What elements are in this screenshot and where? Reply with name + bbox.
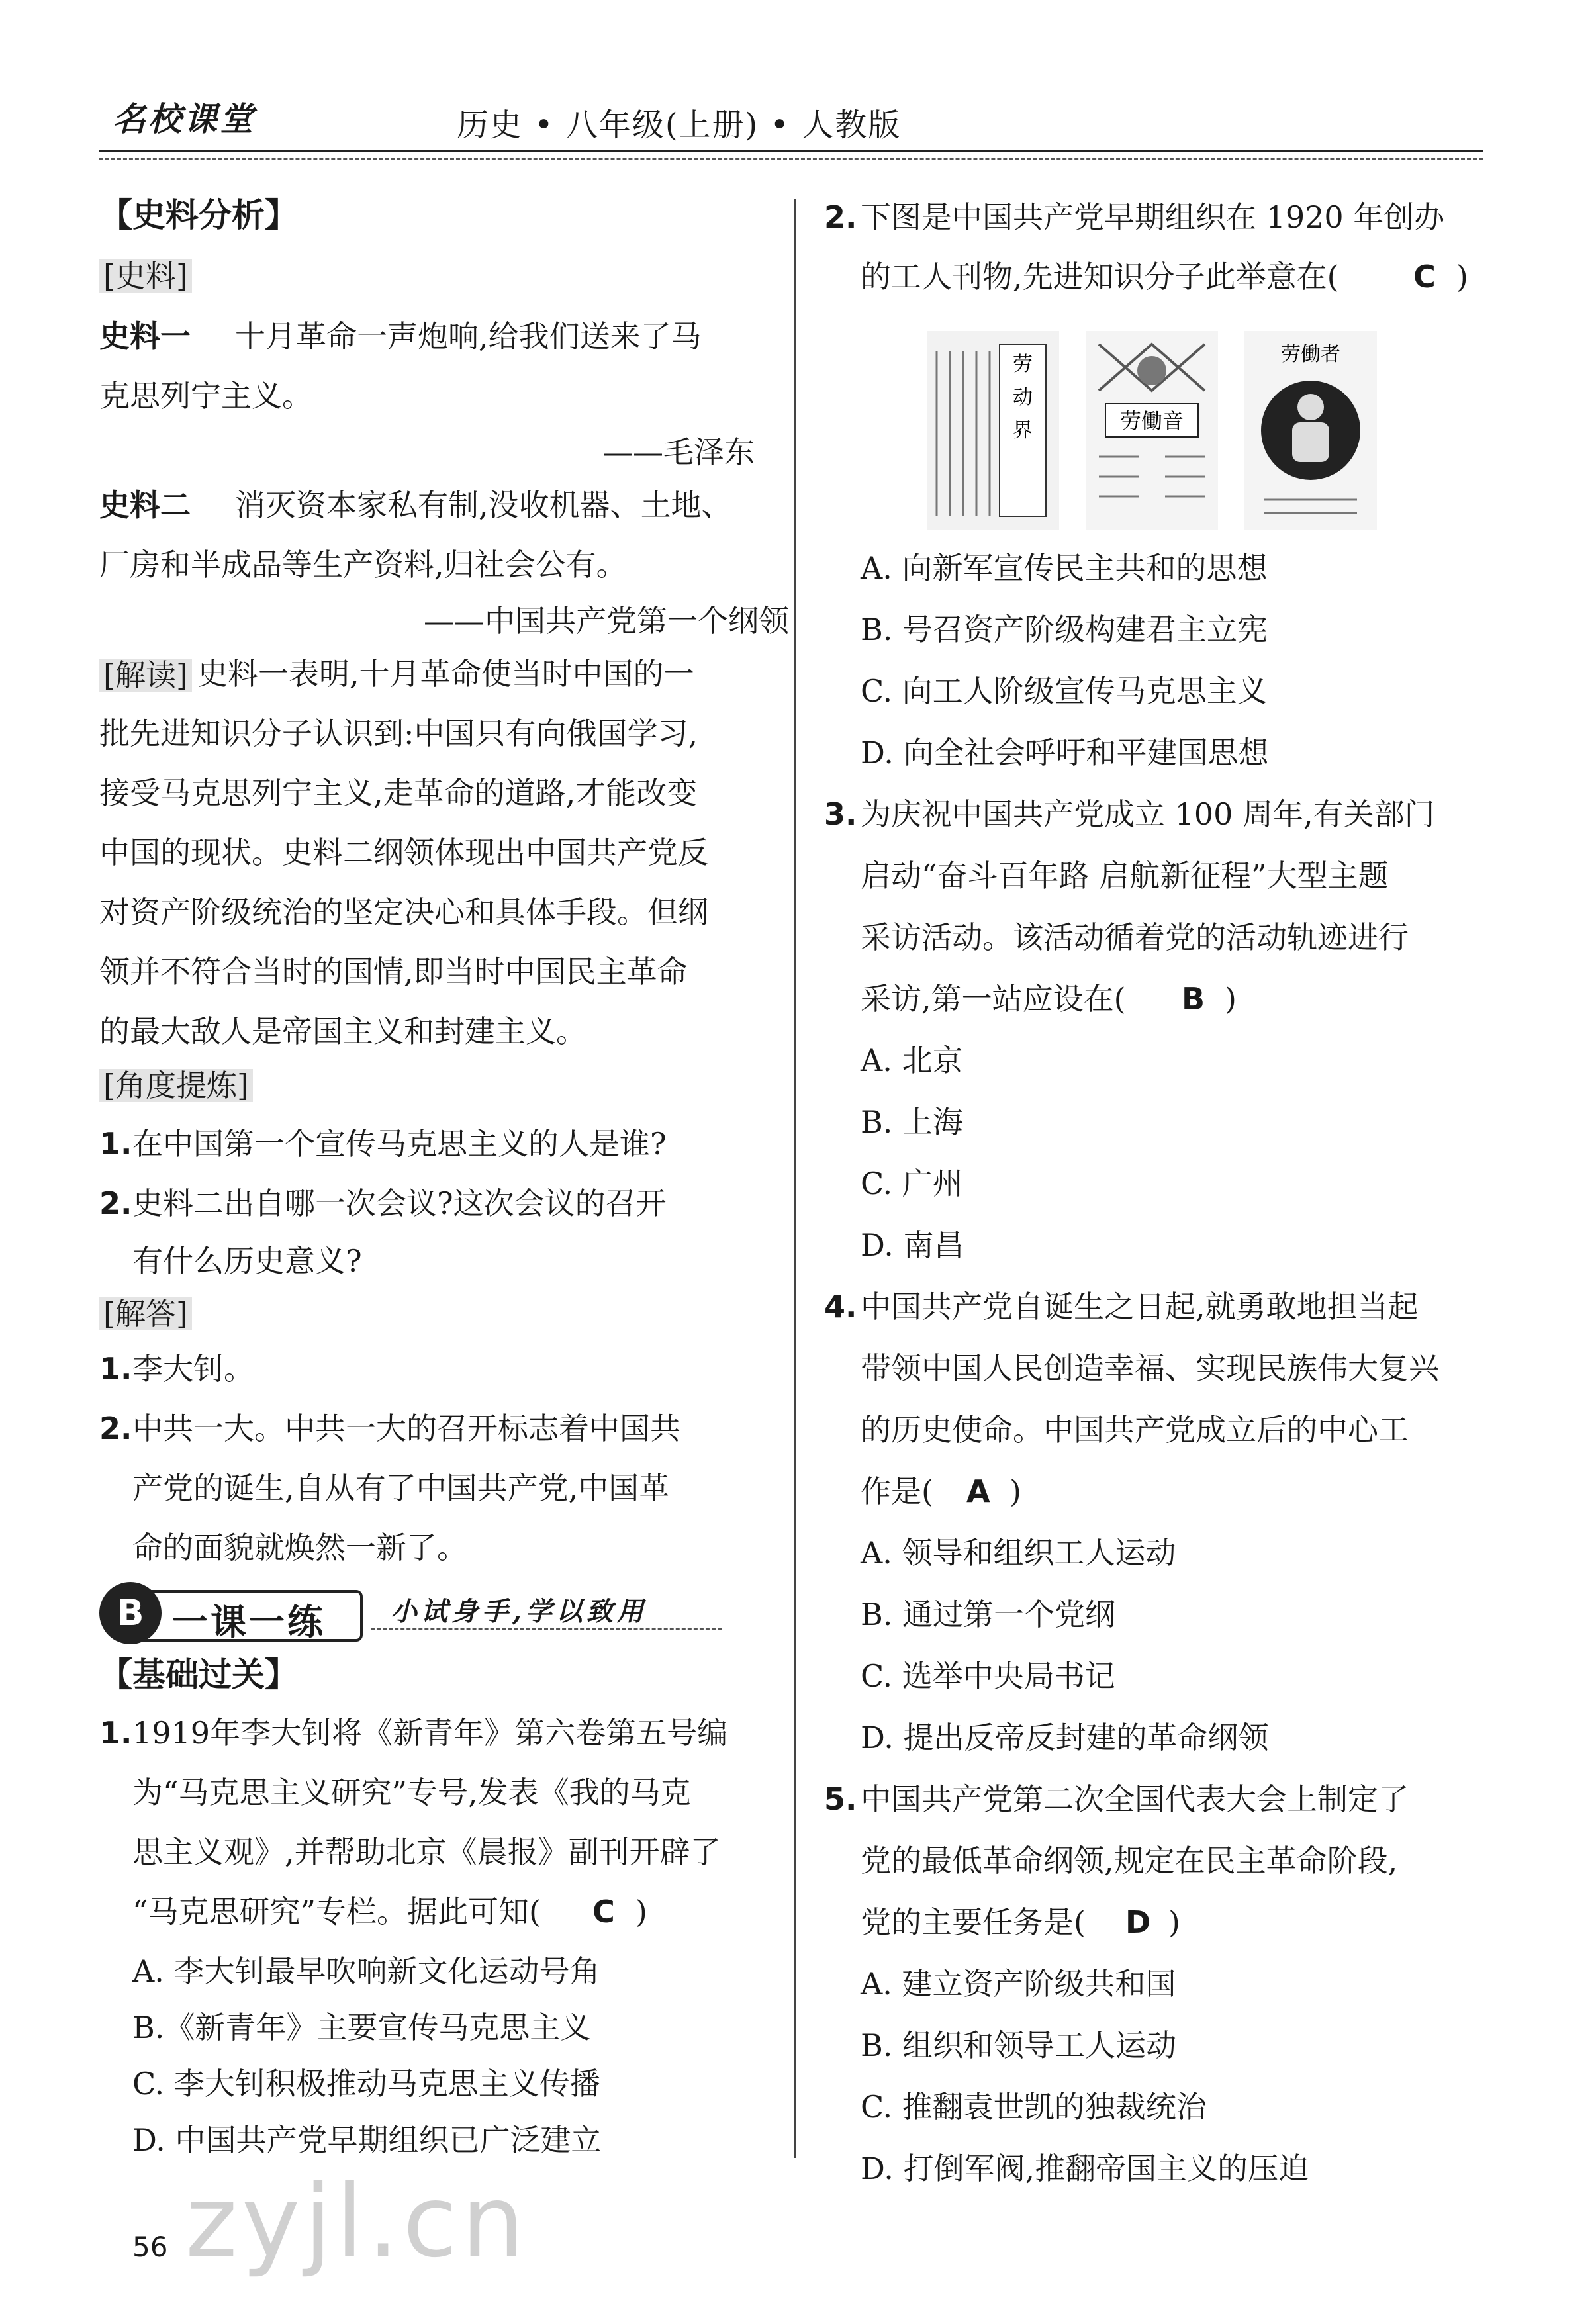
- fig1-char-2: 动: [1013, 386, 1033, 409]
- problem-2-number: 2.: [824, 199, 857, 235]
- problem-1-line4: “马克思研究”专栏。据此可知(: [132, 1894, 541, 1929]
- jiedu-line-7: 的最大敌人是帝国主义和封建主义。: [99, 1013, 586, 1049]
- jiedu-line-1: 史料一表明,十月革命使当时中国的一: [197, 656, 694, 692]
- problem-4-number: 4.: [824, 1289, 857, 1325]
- source1-label: 史料一: [99, 318, 191, 354]
- problem-4-line1: 中国共产党自诞生之日起,就勇敢地担当起: [861, 1289, 1419, 1325]
- problem-3-line1: 为庆祝中国共产党成立 100 周年,有关部门: [861, 796, 1435, 832]
- jiedu-line-3: 接受马克思列宁主义,走革命的道路,才能改变: [99, 775, 698, 811]
- source1-line2: 克思列宁主义。: [99, 378, 312, 414]
- question-1-text: 在中国第一个宣传马克思主义的人是谁?: [132, 1126, 667, 1162]
- problem-5-line1: 中国共产党第二次全国代表大会上制定了: [861, 1781, 1409, 1817]
- publication-figures: [927, 331, 1403, 530]
- problem-5-option-a: A. 建立资产阶级共和国: [861, 1966, 1176, 2002]
- source2-line2: 厂房和半成品等生产资料,归社会公有。: [99, 547, 627, 582]
- figure-labor-world-journal: [927, 331, 1059, 530]
- fig2-title: 劳働音: [1119, 408, 1184, 434]
- problem-5-number: 5.: [824, 1781, 857, 1817]
- figure-labor-voice-journal: [1086, 331, 1218, 530]
- problem-4-option-d: D. 提出反帝反封建的革命纲领: [861, 1720, 1269, 1755]
- fig1-char-1: 劳: [1013, 353, 1033, 376]
- answer-1-number: 1.: [99, 1351, 132, 1387]
- header-dashed-rule: [99, 158, 1483, 160]
- column-divider: [794, 199, 796, 2158]
- problem-2-line1: 下图是中国共产党早期组织在 1920 年创办: [861, 199, 1445, 235]
- problem-2-line2: 的工人刊物,先进知识分子此举意在(: [861, 259, 1339, 295]
- problem-3-line4: 采访,第一站应设在(: [861, 981, 1126, 1017]
- header-title: 历史 • 八年级(上册) • 人教版: [457, 107, 902, 144]
- banner-letter-badge: B: [99, 1582, 162, 1644]
- fig1-char-3: 界: [1013, 419, 1033, 442]
- problem-4-option-a: A. 领导和组织工人运动: [861, 1535, 1176, 1571]
- jiedu-line-6: 领并不符合当时的国情,即当时中国民主革命: [99, 954, 688, 990]
- problem-4-option-c: C. 选举中央局书记: [861, 1658, 1115, 1694]
- problem-3-line3: 采访活动。该活动循着党的活动轨迹进行: [861, 919, 1409, 955]
- problem-2-close-paren: ): [1456, 259, 1468, 295]
- jiedu-line-5: 对资产阶级统治的坚定决心和具体手段。但纲: [99, 894, 708, 930]
- figure-laborer-journal: [1244, 331, 1377, 530]
- question-2-line1: 史料二出自哪一次会议?这次会议的召开: [132, 1185, 667, 1221]
- problem-2-option-b: B. 号召资产阶级构建君主立宪: [861, 612, 1268, 647]
- problem-5-line2: 党的最低革命纲领,规定在民主革命阶段,: [861, 1843, 1398, 1879]
- problem-1-line2: 为“马克思主义研究”专号,发表《我的马克: [132, 1775, 691, 1810]
- question-1-number: 1.: [99, 1126, 132, 1162]
- tag-shiliao: [史料]: [99, 259, 192, 293]
- source1-attribution: ——毛泽东: [602, 434, 755, 470]
- answer-2-line2: 产党的诞生,自从有了中国共产党,中国革: [132, 1470, 670, 1506]
- problem-1-line1: 1919年李大钊将《新青年》第六卷第五号编: [132, 1715, 728, 1751]
- problem-4-line4: 作是(: [861, 1473, 933, 1509]
- answer-2-line3: 命的面貌就焕然一新了。: [132, 1530, 467, 1565]
- problem-1-number: 1.: [99, 1715, 132, 1751]
- problem-1-answer: C: [592, 1894, 615, 1929]
- problem-3-close-paren: ): [1225, 981, 1237, 1017]
- problem-4-close-paren: ): [1009, 1473, 1021, 1509]
- problem-4-answer: A: [966, 1473, 990, 1509]
- problem-5-option-c: C. 推翻袁世凯的独裁统治: [861, 2089, 1207, 2125]
- problem-5-line3: 党的主要任务是(: [861, 1904, 1086, 1940]
- page-number: 56: [132, 2231, 168, 2263]
- question-2-line2: 有什么历史意义?: [132, 1243, 362, 1279]
- problem-4-line2: 带领中国人民创造幸福、实现民族伟大复兴: [861, 1350, 1439, 1386]
- question-2-number: 2.: [99, 1185, 132, 1221]
- lesson-practice-banner: [99, 1582, 357, 1644]
- tag-jiedu: [解读]: [99, 659, 192, 692]
- problem-4-line3: 的历史使命。中国共产党成立后的中心工: [861, 1412, 1409, 1448]
- source2-line1: 消灭资本家私有制,没收机器、土地、: [235, 487, 732, 523]
- answer-1-text: 李大钊。: [132, 1351, 254, 1387]
- problem-1-close-paren: ): [635, 1894, 647, 1929]
- source2-label: 史料二: [99, 487, 191, 523]
- problem-2-option-a: A. 向新军宣传民主共和的思想: [861, 550, 1268, 586]
- problem-1-option-b: B.《新青年》主要宣传马克思主义: [132, 2010, 591, 2045]
- fig3-title: 劳働者: [1281, 343, 1340, 366]
- problem-1-option-c: C. 李大钊积极推动马克思主义传播: [132, 2066, 600, 2102]
- banner-dashed-underline: [371, 1628, 722, 1630]
- problem-5-close-paren: ): [1168, 1904, 1180, 1940]
- problem-3-line2: 启动“奋斗百年路 启航新征程”大型主题: [861, 858, 1389, 894]
- watermark: zyjl.cn: [185, 2164, 529, 2280]
- source2-attribution: ——中国共产党第一个纲领: [424, 603, 789, 639]
- source1-line1: 十月革命一声炮响,给我们送来了马: [235, 318, 702, 354]
- problem-3-option-d: D. 南昌: [861, 1227, 964, 1263]
- problem-2-option-d: D. 向全社会呼吁和平建国思想: [861, 735, 1269, 770]
- banner-slogan: 小试身手,学以致用: [391, 1596, 647, 1627]
- banner-title: 一课一练: [172, 1601, 326, 1643]
- problem-2-option-c: C. 向工人阶级宣传马克思主义: [861, 673, 1268, 709]
- problem-3-option-b: B. 上海: [861, 1104, 964, 1140]
- problem-3-number: 3.: [824, 796, 857, 832]
- problem-1-line3: 思主义观》,并帮助北京《晨报》副刊开辟了: [132, 1834, 721, 1870]
- problem-5-option-d: D. 打倒军阀,推翻帝国主义的压迫: [861, 2151, 1309, 2186]
- problem-4-option-b: B. 通过第一个党纲: [861, 1597, 1116, 1632]
- problem-5-option-b: B. 组织和领导工人运动: [861, 2027, 1177, 2063]
- answer-2-number: 2.: [99, 1411, 132, 1446]
- jiedu-line-4: 中国的现状。史料二纲领体现出中国共产党反: [99, 835, 708, 870]
- section-title-jichu-guoguan: 【基础过关】: [99, 1655, 298, 1694]
- tag-jiaodu-tilian: [角度提炼]: [99, 1069, 253, 1102]
- problem-5-answer: D: [1125, 1904, 1151, 1940]
- tag-jieda: [解答]: [99, 1297, 192, 1330]
- problem-3-answer: B: [1182, 981, 1205, 1017]
- header-rule: [99, 150, 1483, 152]
- header-brand: 名校课堂: [113, 99, 256, 138]
- problem-1-option-d: D. 中国共产党早期组织已广泛建立: [132, 2122, 602, 2158]
- answer-2-line1: 中共一大。中共一大的召开标志着中国共: [132, 1411, 680, 1446]
- problem-3-option-a: A. 北京: [861, 1043, 963, 1078]
- problem-2-answer: C: [1413, 259, 1436, 295]
- jiedu-line-2: 批先进知识分子认识到:中国只有向俄国学习,: [99, 716, 698, 751]
- problem-1-option-a: A. 李大钊最早吹响新文化运动号角: [132, 1953, 600, 1989]
- section-title-shiliao-fenxi: 【史料分析】: [99, 195, 298, 234]
- problem-3-option-c: C. 广州: [861, 1166, 963, 1201]
